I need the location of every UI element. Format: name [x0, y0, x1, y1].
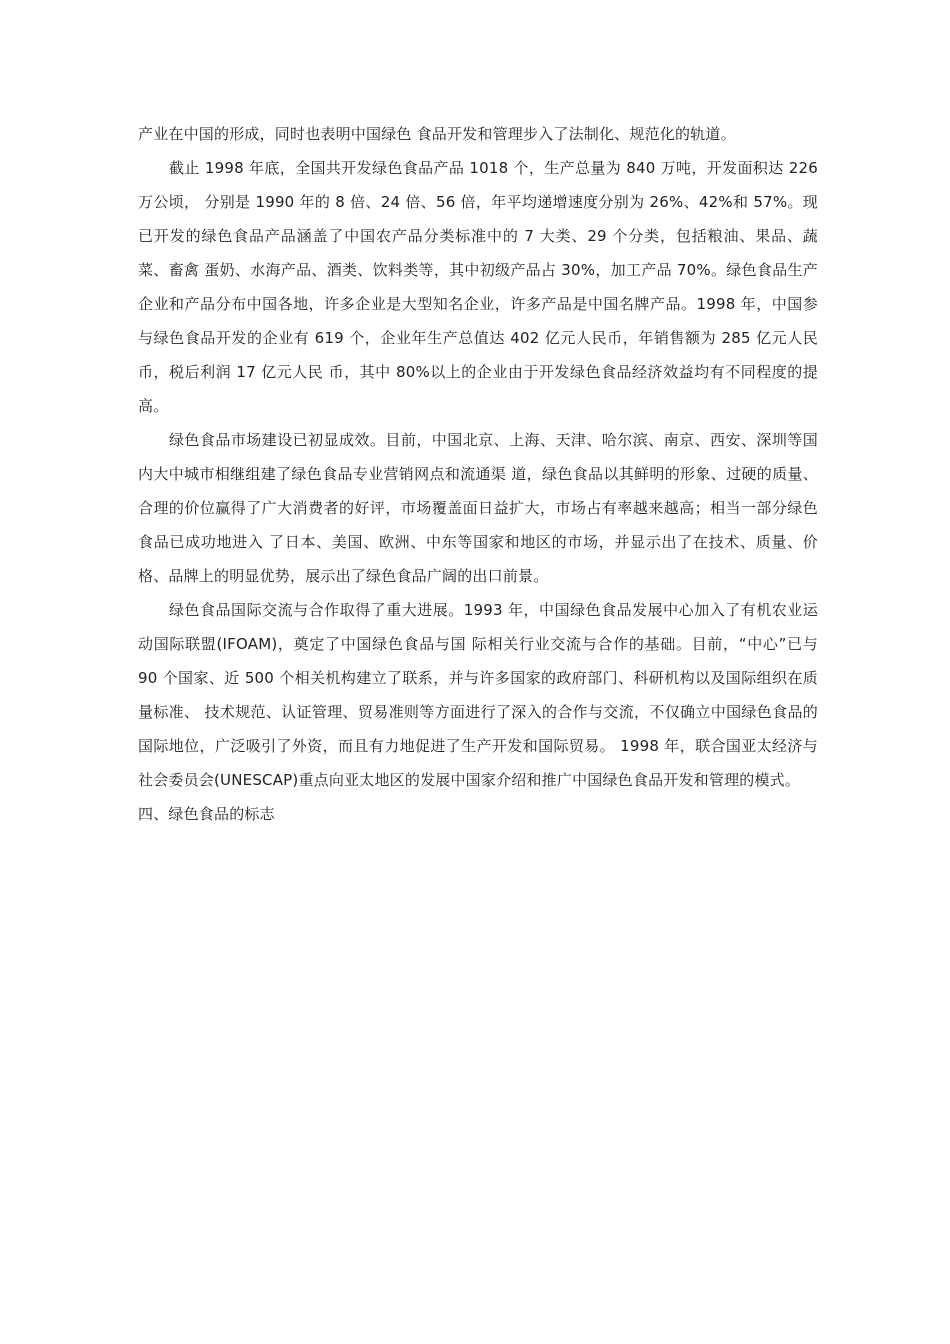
paragraph-market-development: 绿色食品市场建设已初显成效。目前，中国北京、上海、天津、哈尔滨、南京、西安、深圳等国内大中城市相继组建了绿色食品专业营销网点和流通渠 道，绿色食品以其鲜明的形象、过硬的质量、合理的价位赢得了广大消费者的好评，市场覆盖面日益扩大，市场占有率越来越高；相当一部分绿色食品已成功地进入 了日本、美国、欧洲、中东等国家和地区的市场，并显示出了在技术、质量、价格、品牌上的明显优势，展示出了绿色食品广阔的出口前景。	[138, 431, 818, 585]
section-heading: 四、绿色食品的标志	[138, 805, 275, 823]
document-body	[138, 117, 818, 831]
paragraph-production-stats: 截止 1998 年底，全国共开发绿色食品产品 1018 个，生产总量为 840 万吨，开发面积达 226 万公顷， 分别是 1990 年的 8 倍、24 倍、56 倍，年平均递增速度分别为 26%、42%和 57%。现已开发的绿色食品产品涵盖了中国农产品分类标准中的 7 大类、29 个分类，包括粮油、果品、蔬菜、畜禽 蛋奶、水海产品、酒类、饮料类等，其中初级产品占 30%，加工产品 70%。绿色食品生产企业和产品分布中国各地，许多企业是大型知名企业，许多产品是中国名牌产品。1998 年，中国参与绿色食品开发的企业有 619 个，企业年生产总值达 402 亿元人民币，年销售额为 285 亿元人民币，税后利润 17 亿元人民 币，其中 80%以上的企业由于开发绿色食品经济效益均有不同程度的提高。	[138, 159, 818, 415]
paragraph-international-cooperation: 绿色食品国际交流与合作取得了重大进展。1993 年，中国绿色食品发展中心加入了有机农业运动国际联盟(IFOAM)，奠定了中国绿色食品与国 际相关行业交流与合作的基础。目前，“中心”已与 90 个国家、近 500 个相关机构建立了联系，并与许多国家的政府部门、科研机构以及国际组织在质量标准、 技术规范、认证管理、贸易准则等方面进行了深入的合作与交流，不仅确立中国绿色食品的国际地位，广泛吸引了外资，而且有力地促进了生产开发和国际贸易。 1998 年，联合国亚太经济与社会委员会(UNESCAP)重点向亚太地区的发展中国家介绍和推广中国绿色食品开发和管理的模式。	[138, 601, 818, 789]
paragraph-continuation: 产业在中国的形成，同时也表明中国绿色 食品开发和管理步入了法制化、规范化的轨道。	[138, 125, 736, 143]
